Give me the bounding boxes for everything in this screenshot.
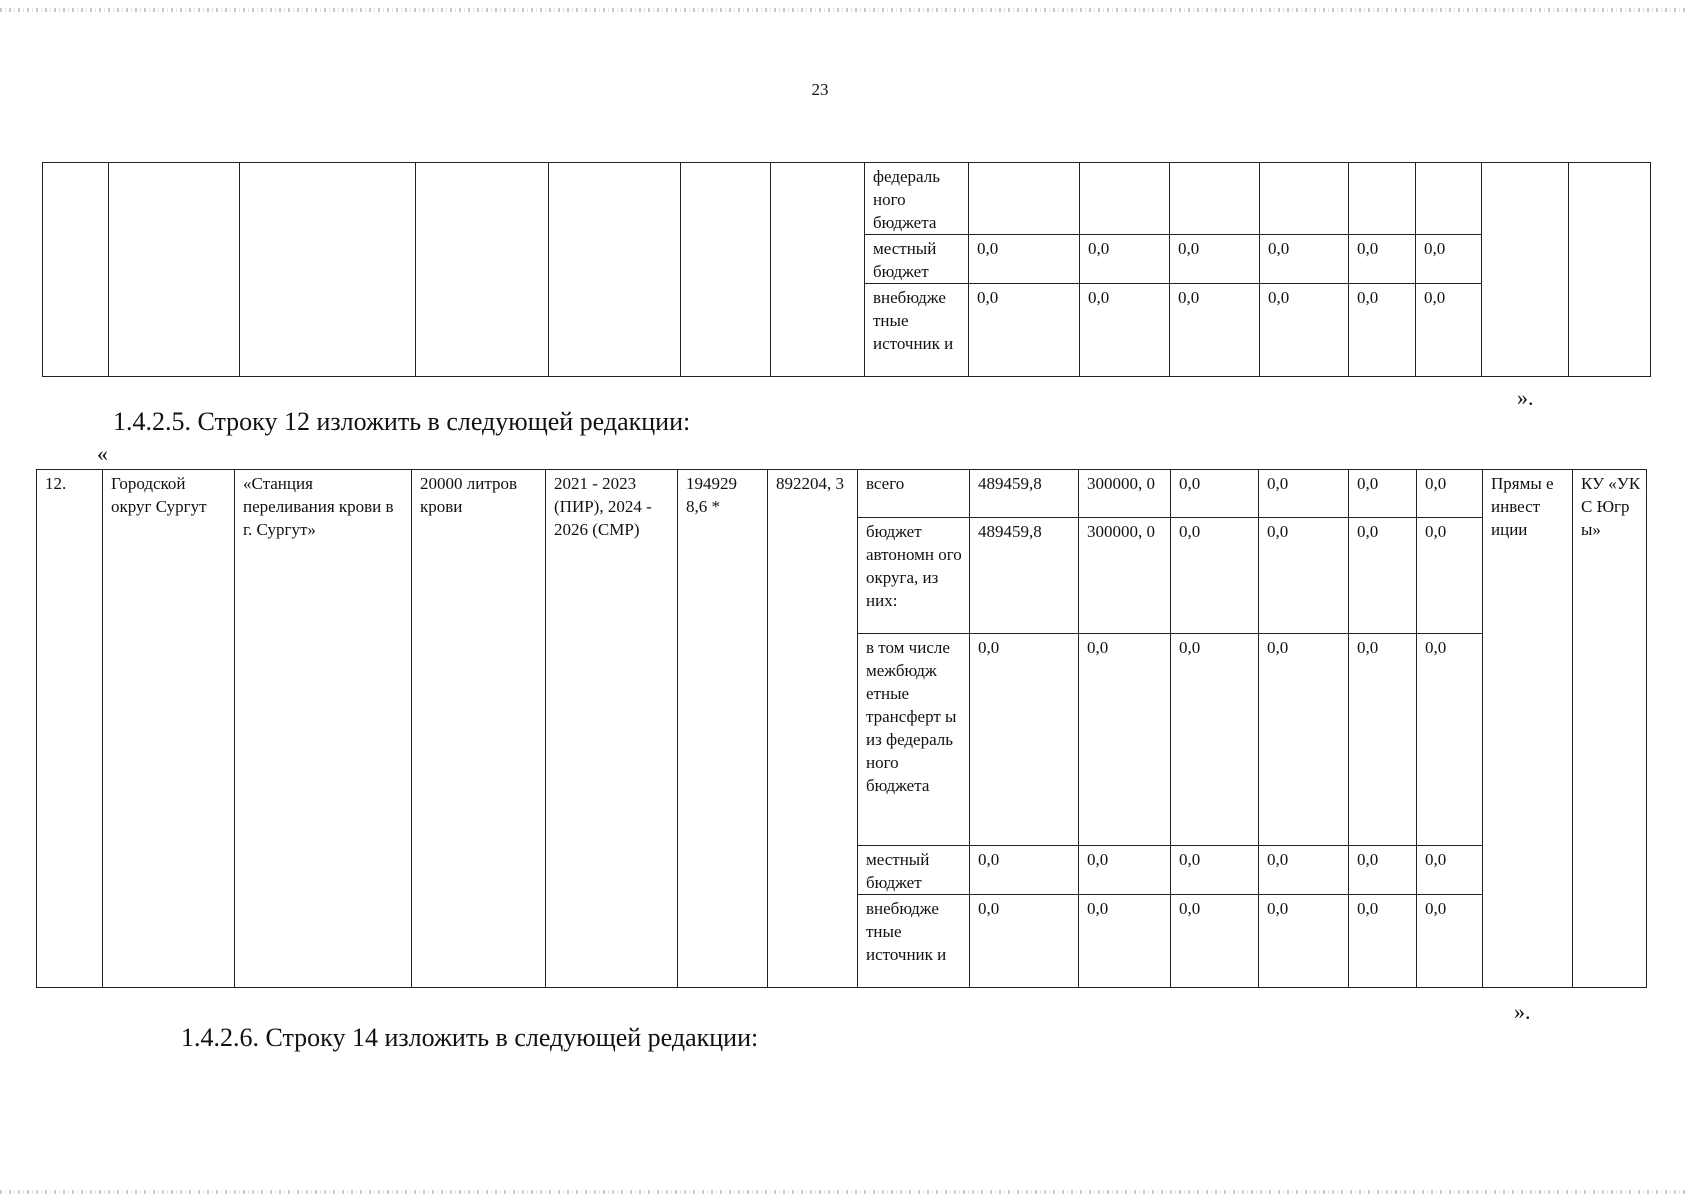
value-cell: 489459,8 [970, 470, 1079, 518]
opening-quote: « [97, 441, 108, 466]
value-cell: 0,0 [1349, 470, 1417, 518]
value-cell: 0,0 [1417, 634, 1483, 846]
value-cell: 0,0 [1171, 895, 1259, 988]
empty-cell [681, 163, 771, 377]
value-cell: 0,0 [1416, 235, 1482, 284]
empty-cell [1569, 163, 1651, 377]
value-cell: 0,0 [1349, 846, 1417, 895]
empty-cell [43, 163, 109, 377]
value-cell [1080, 163, 1170, 235]
value-cell: 0,0 [1259, 634, 1349, 846]
closing-quote: ». [1514, 999, 1531, 1024]
period-cell: 2021 - 2023 (ПИР), 2024 - 2026 (СМР) [546, 470, 678, 988]
empty-cell [109, 163, 240, 377]
funding-source-cell: местный бюджет [858, 846, 970, 895]
empty-cell [549, 163, 681, 377]
value-cell: 0,0 [1349, 284, 1416, 377]
value-cell: 0,0 [1417, 470, 1483, 518]
value-cell: 300000, 0 [1079, 470, 1171, 518]
empty-cell [240, 163, 416, 377]
value-cell: 0,0 [1417, 895, 1483, 988]
value-cell [1416, 163, 1482, 235]
mechanism-cell: Прямы е инвест иции [1483, 470, 1573, 988]
paragraph-1-4-2-5: 1.4.2.5. Строку 12 изложить в следующей редакции: [113, 407, 691, 436]
empty-cell [771, 163, 865, 377]
funding-source-cell: в том числе межбюдж етные трансферт ы из федераль ного бюджета [858, 634, 970, 846]
value-cell: 0,0 [1259, 470, 1349, 518]
scan-noise-top [0, 8, 1686, 12]
row-12-table [36, 469, 1647, 988]
row-number-cell: 12. [37, 470, 103, 988]
paragraph-1-4-2-6: 1.4.2.6. Строку 14 изложить в следующей редакции: [181, 1023, 759, 1052]
value-cell: 0,0 [1349, 235, 1416, 284]
table-row [37, 470, 1647, 518]
estimated-cost-cell: 194929 8,6 * [678, 470, 768, 988]
value-cell: 0,0 [1079, 895, 1171, 988]
value-cell: 0,0 [1259, 895, 1349, 988]
funding-source-cell: внебюдже тные источник и [858, 895, 970, 988]
value-cell: 0,0 [1260, 284, 1349, 377]
value-cell [1349, 163, 1416, 235]
value-cell: 0,0 [969, 235, 1080, 284]
value-cell: 0,0 [1079, 634, 1171, 846]
value-cell: 0,0 [1080, 235, 1170, 284]
value-cell: 0,0 [1417, 846, 1483, 895]
value-cell [1170, 163, 1260, 235]
value-cell: 0,0 [1417, 518, 1483, 634]
closing-quote: ». [1517, 385, 1534, 410]
value-cell: 0,0 [1416, 284, 1482, 377]
value-cell: 300000, 0 [1079, 518, 1171, 634]
value-cell: 0,0 [969, 284, 1080, 377]
value-cell: 0,0 [1349, 634, 1417, 846]
value-cell: 0,0 [1171, 518, 1259, 634]
customer-cell: КУ «УК С Югр ы» [1573, 470, 1647, 988]
value-cell: 0,0 [1349, 518, 1417, 634]
value-cell: 0,0 [1171, 846, 1259, 895]
remaining-cost-cell: 892204, 3 [768, 470, 858, 988]
value-cell [1260, 163, 1349, 235]
table-row [43, 163, 1651, 235]
funding-source-cell: всего [858, 470, 970, 518]
value-cell: 0,0 [1080, 284, 1170, 377]
page-number: 23 [811, 80, 829, 99]
value-cell: 0,0 [1349, 895, 1417, 988]
funding-source-cell: бюджет автономн ого округа, из них: [858, 518, 970, 634]
continuation-table [42, 162, 1651, 377]
funding-source-cell: федераль ного бюджета [865, 163, 969, 235]
funding-source-cell: местный бюджет [865, 235, 969, 284]
empty-cell [1482, 163, 1569, 377]
value-cell: 0,0 [970, 634, 1079, 846]
scan-noise-bottom [0, 1190, 1686, 1194]
value-cell: 0,0 [1171, 470, 1259, 518]
value-cell: 0,0 [1170, 235, 1260, 284]
value-cell: 0,0 [1260, 235, 1349, 284]
funding-source-cell: внебюдже тные источник и [865, 284, 969, 377]
value-cell [969, 163, 1080, 235]
value-cell: 0,0 [1259, 518, 1349, 634]
empty-cell [416, 163, 549, 377]
value-cell: 489459,8 [970, 518, 1079, 634]
object-name-cell: «Станция переливания крови в г. Сургут» [235, 470, 412, 988]
capacity-cell: 20000 литров крови [412, 470, 546, 988]
value-cell: 0,0 [970, 895, 1079, 988]
municipality-cell: Городской округ Сургут [103, 470, 235, 988]
value-cell: 0,0 [1259, 846, 1349, 895]
value-cell: 0,0 [970, 846, 1079, 895]
value-cell: 0,0 [1171, 634, 1259, 846]
value-cell: 0,0 [1170, 284, 1260, 377]
value-cell: 0,0 [1079, 846, 1171, 895]
